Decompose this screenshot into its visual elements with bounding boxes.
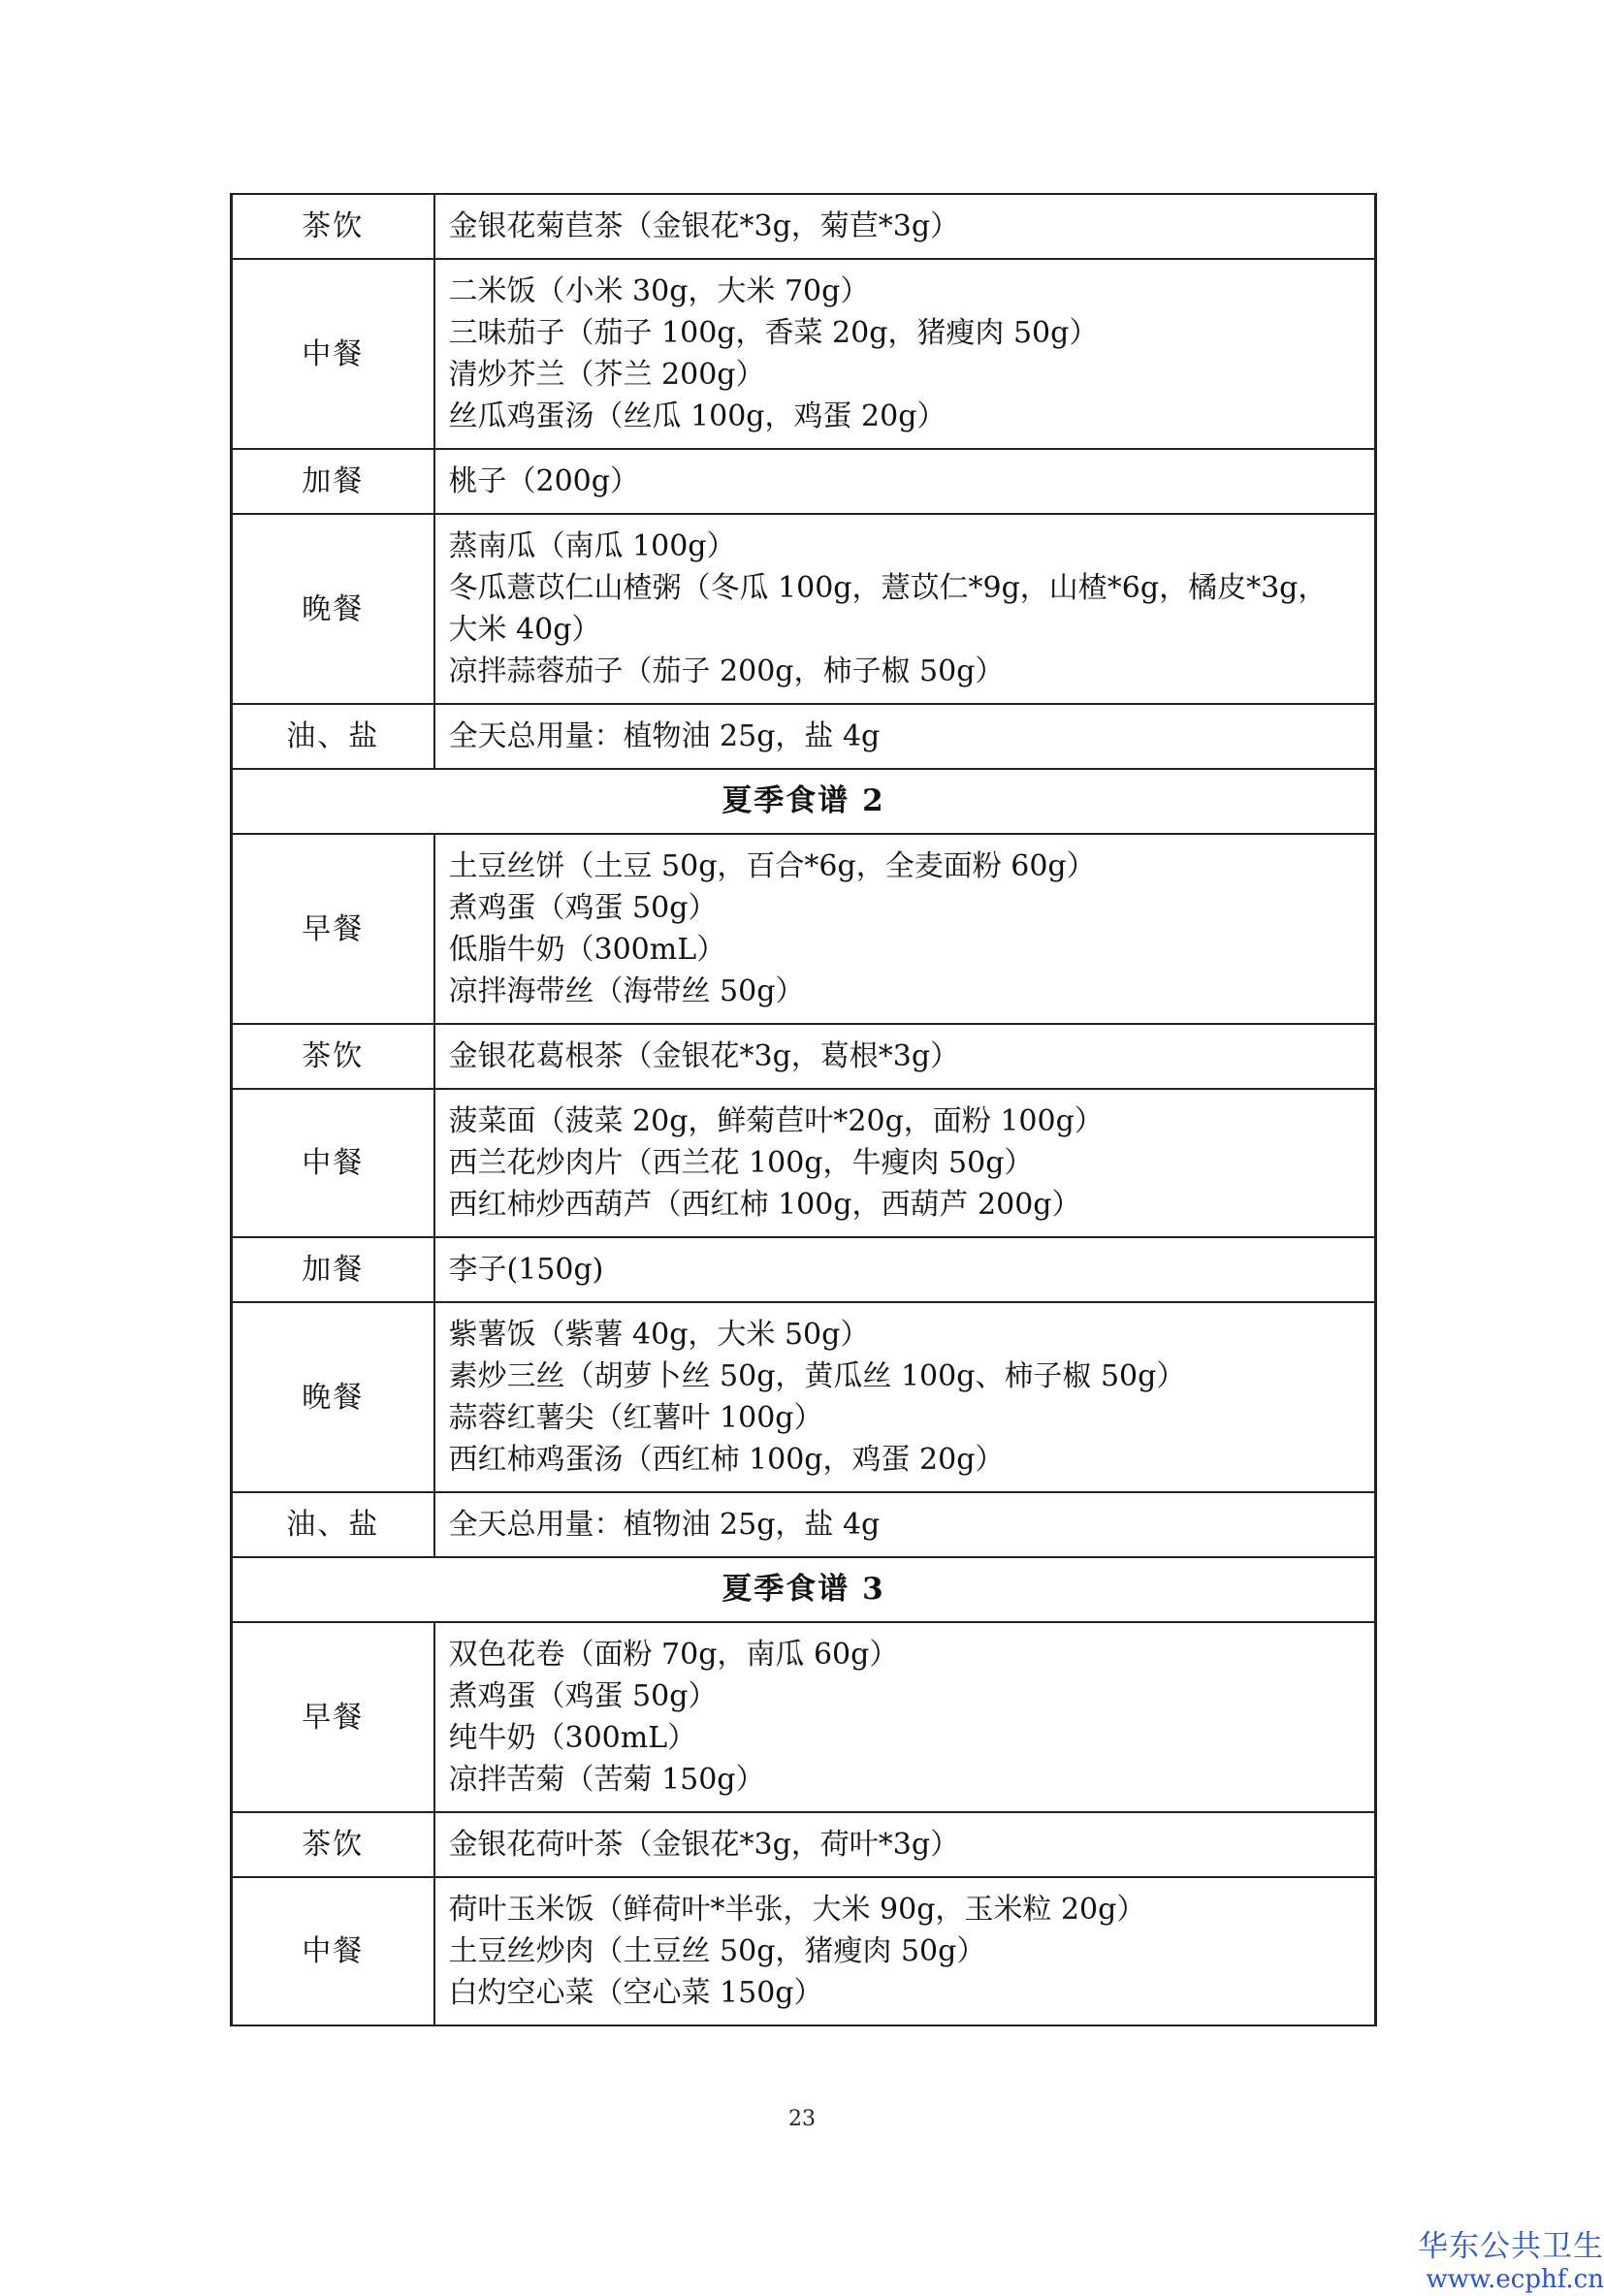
meal-item-line: 纯牛奶（300mL）: [448, 1721, 697, 1755]
meal-label: 中餐: [232, 1877, 434, 2025]
meal-content: [434, 259, 1376, 449]
meal-row: [232, 1812, 1376, 1877]
meal-label: 茶饮: [232, 194, 434, 259]
meal-item-line: 凉拌海带丝（海带丝 50g）: [448, 974, 805, 1008]
section-title: 夏季食谱 3: [232, 1557, 1376, 1622]
meal-item-line: 全天总用量：植物油 25g，盐 4g: [448, 1508, 881, 1542]
meal-content: [434, 1877, 1376, 2025]
meal-item-line: 白灼空心菜（空心菜 150g）: [448, 1976, 823, 2010]
section-title: 夏季食谱 2: [232, 769, 1376, 834]
meal-content: [434, 194, 1376, 259]
meal-content: [434, 1492, 1376, 1557]
meal-label: 晚餐: [232, 514, 434, 704]
meal-item-line: 桃子（200g）: [448, 464, 639, 498]
meal-row: [232, 259, 1376, 449]
meal-item-line: 凉拌蒜蓉茄子（茄子 200g，柿子椒 50g）: [448, 654, 1005, 688]
meal-item-line: 西兰花炒肉片（西兰花 100g，牛瘦肉 50g）: [448, 1146, 1034, 1180]
meal-item-line: 二米饭（小米 30g，大米 70g）: [448, 274, 870, 308]
meal-label: 茶饮: [232, 1812, 434, 1877]
meal-item-line: 清炒芥兰（芥兰 200g）: [448, 358, 765, 392]
meal-row: [232, 1877, 1376, 2025]
meal-item-line: 三味茄子（茄子 100g，香菜 20g，猪瘦肉 50g）: [448, 316, 1099, 350]
meal-item-line: 菠菜面（菠菜 20g，鲜菊苣叶*20g，面粉 100g）: [448, 1104, 1104, 1138]
meal-label: 晚餐: [232, 1302, 434, 1492]
meal-item-line: 紫薯饭（紫薯 40g，大米 50g）: [448, 1318, 870, 1352]
meal-item-line: 金银花荷叶茶（金银花*3g，荷叶*3g）: [448, 1828, 960, 1862]
meal-item-line: 李子(150g): [448, 1253, 604, 1287]
meal-label: 早餐: [232, 1622, 434, 1812]
meal-label: 中餐: [232, 259, 434, 449]
meal-row: [232, 834, 1376, 1024]
meal-item-line: 凉拌苦菊（苦菊 150g）: [448, 1763, 765, 1797]
meal-item-line: 煮鸡蛋（鸡蛋 50g）: [448, 1679, 718, 1713]
meal-item-line: 土豆丝饼（土豆 50g，百合*6g，全麦面粉 60g）: [448, 849, 1096, 883]
watermark-url: www.ecphf.cn: [1426, 2265, 1604, 2294]
meal-label: 早餐: [232, 834, 434, 1024]
meal-item-line: 西红柿炒西葫芦（西红柿 100g，西葫芦 200g）: [448, 1188, 1081, 1222]
meal-row: [232, 1089, 1376, 1237]
meal-content: [434, 1622, 1376, 1812]
meal-content: [434, 1812, 1376, 1877]
meal-item-line: 蒜蓉红薯尖（红薯叶 100g）: [448, 1401, 823, 1435]
meal-row: [232, 194, 1376, 259]
meal-label: 加餐: [232, 449, 434, 514]
watermark-name: 华东公共卫生: [1418, 2229, 1604, 2264]
watermark: [1391, 2230, 1604, 2296]
meal-content: [434, 834, 1376, 1024]
meal-content: [434, 1302, 1376, 1492]
meal-item-line: 土豆丝炒肉（土豆丝 50g，猪瘦肉 50g）: [448, 1934, 986, 1968]
meal-label: 加餐: [232, 1237, 434, 1302]
meal-label: 油、盐: [232, 1492, 434, 1557]
section-header-row: [232, 1557, 1376, 1622]
meal-item-line: 低脂牛奶（300mL）: [448, 933, 726, 967]
meal-item-line: 全天总用量：植物油 25g，盐 4g: [448, 719, 881, 753]
meal-item-line: 冬瓜薏苡仁山楂粥（冬瓜 100g，薏苡仁*9g，山楂*6g，橘皮*3g，: [448, 571, 1328, 605]
meal-content: [434, 1089, 1376, 1237]
meal-row: [232, 704, 1376, 769]
meal-row: [232, 1237, 1376, 1302]
meal-item-line: 金银花葛根茶（金银花*3g，葛根*3g）: [448, 1039, 960, 1073]
meal-item-line: 西红柿鸡蛋汤（西红柿 100g，鸡蛋 20g）: [448, 1443, 1005, 1477]
meal-label: 茶饮: [232, 1024, 434, 1089]
menu-table-body: [232, 194, 1376, 2025]
meal-content: [434, 514, 1376, 704]
meal-item-line: 丝瓜鸡蛋汤（丝瓜 100g，鸡蛋 20g）: [448, 399, 946, 433]
meal-item-line: 金银花菊苣茶（金银花*3g，菊苣*3g）: [448, 209, 960, 243]
meal-item-line: 煮鸡蛋（鸡蛋 50g）: [448, 891, 718, 925]
menu-table: [230, 193, 1377, 2026]
meal-label: 油、盐: [232, 704, 434, 769]
meal-row: [232, 449, 1376, 514]
page-number: 23: [788, 2107, 816, 2131]
meal-row: [232, 1302, 1376, 1492]
meal-item-line: 蒸南瓜（南瓜 100g）: [448, 529, 736, 563]
meal-content: [434, 704, 1376, 769]
meal-row: [232, 514, 1376, 704]
meal-content: [434, 1024, 1376, 1089]
meal-item-line: 素炒三丝（胡萝卜丝 50g，黄瓜丝 100g、柿子椒 50g）: [448, 1359, 1186, 1393]
section-header-row: [232, 769, 1376, 834]
meal-row: [232, 1024, 1376, 1089]
meal-label: 中餐: [232, 1089, 434, 1237]
meal-content: [434, 1237, 1376, 1302]
meal-row: [232, 1492, 1376, 1557]
meal-item-line: 双色花卷（面粉 70g，南瓜 60g）: [448, 1638, 899, 1672]
meal-content: [434, 449, 1376, 514]
meal-row: [232, 1622, 1376, 1812]
meal-item-line: 荷叶玉米饭（鲜荷叶*半张，大米 90g，玉米粒 20g）: [448, 1893, 1146, 1927]
meal-item-line: 大米 40g）: [448, 613, 601, 647]
